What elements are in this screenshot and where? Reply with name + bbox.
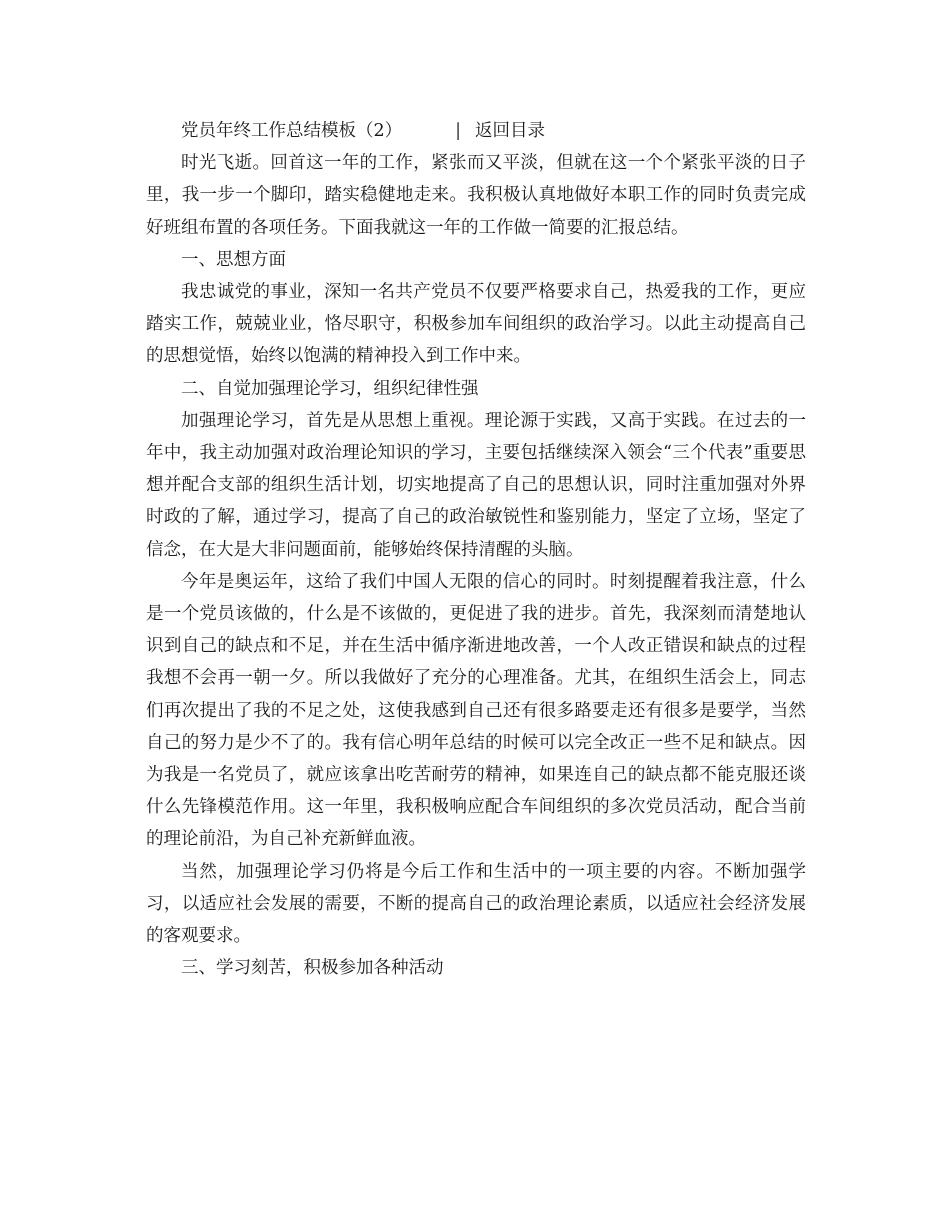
paragraph-olympic-year: 今年是奥运年，这给了我们中国人无限的信心的同时。时刻提醒着我注意，什么是一个党员该做的，什么是不该做的，更促进了我的进步。首先，我深刻而清楚地认识到自己的缺点和不足，并在生活中循序渐进地改善，一个人改正错误和缺点的过程我想不会再一朝一夕。所以我做好了充分的心理准备。尤其，在组织生活会上，同志们再次提出了我的不足之处，这使我感到自己还有很多路要走还有很多是要学，当然自己的努力是少不了的。我有信心明年总结的时候可以完全改正一些不足和缺点。因为我是一名党员了，就应该拿出吃苦耐劳的精神，如果连自己的缺点都不能克服还谈什么先锋模范作用。这一年里，我积极响应配合车间组织的多次党员活动，配合当前的理论前沿，为自己补充新鲜血液。 <box>146 571 806 850</box>
document-body <box>146 115 806 984</box>
title-separator: | <box>455 121 462 141</box>
paragraph-continued-study: 当然，加强理论学习仍将是今后工作和生活中的一项主要的内容。不断加强学习，以适应社会发展的需要，不断的提高自己的政治理论素质，以适应社会经济发展的客观要求。 <box>146 861 806 947</box>
section-heading-3: 三、学习刻苦，积极参加各种活动 <box>181 958 444 979</box>
document-title: 党员年终工作总结模板（2） <box>181 121 403 141</box>
title-line <box>146 115 806 147</box>
back-to-contents-link[interactable]: 返回目录 <box>475 121 546 141</box>
section-heading-1: 一、思想方面 <box>181 249 286 270</box>
section-heading-2: 二、自觉加强理论学习，组织纪律性强 <box>181 378 479 399</box>
paragraph-theory-study: 加强理论学习，首先是从思想上重视。理论源于实践，又高于实践。在过去的一年中，我主动加强对政治理论知识的学习，主要包括继续深入领会“三个代表”重要思想并配合支部的组织生活计划，切实地提高了自己的思想认识，同时注重加强对外界时政的了解，通过学习，提高了自己的政治敏锐性和鉴别能力，坚定了立场，坚定了信念，在大是大非问题面前，能够始终保持清醒的头脑。 <box>146 410 806 560</box>
paragraph-intro: 时光飞逝。回首这一年的工作，紧张而又平淡，但就在这一个个紧张平淡的日子里，我一步一个脚印，踏实稳健地走来。我积极认真地做好本职工作的同时负责完成好班组布置的各项任务。下面我就这一年的工作做一简要的汇报总结。 <box>146 153 806 238</box>
paragraph-ideology: 我忠诚党的事业，深知一名共产党员不仅要严格要求自己，热爱我的工作，更应踏实工作，兢兢业业，恪尽职守，积极参加车间组织的政治学习。以此主动提高自己的思想觉悟，始终以饱满的精神投入到工作中来。 <box>146 282 806 367</box>
